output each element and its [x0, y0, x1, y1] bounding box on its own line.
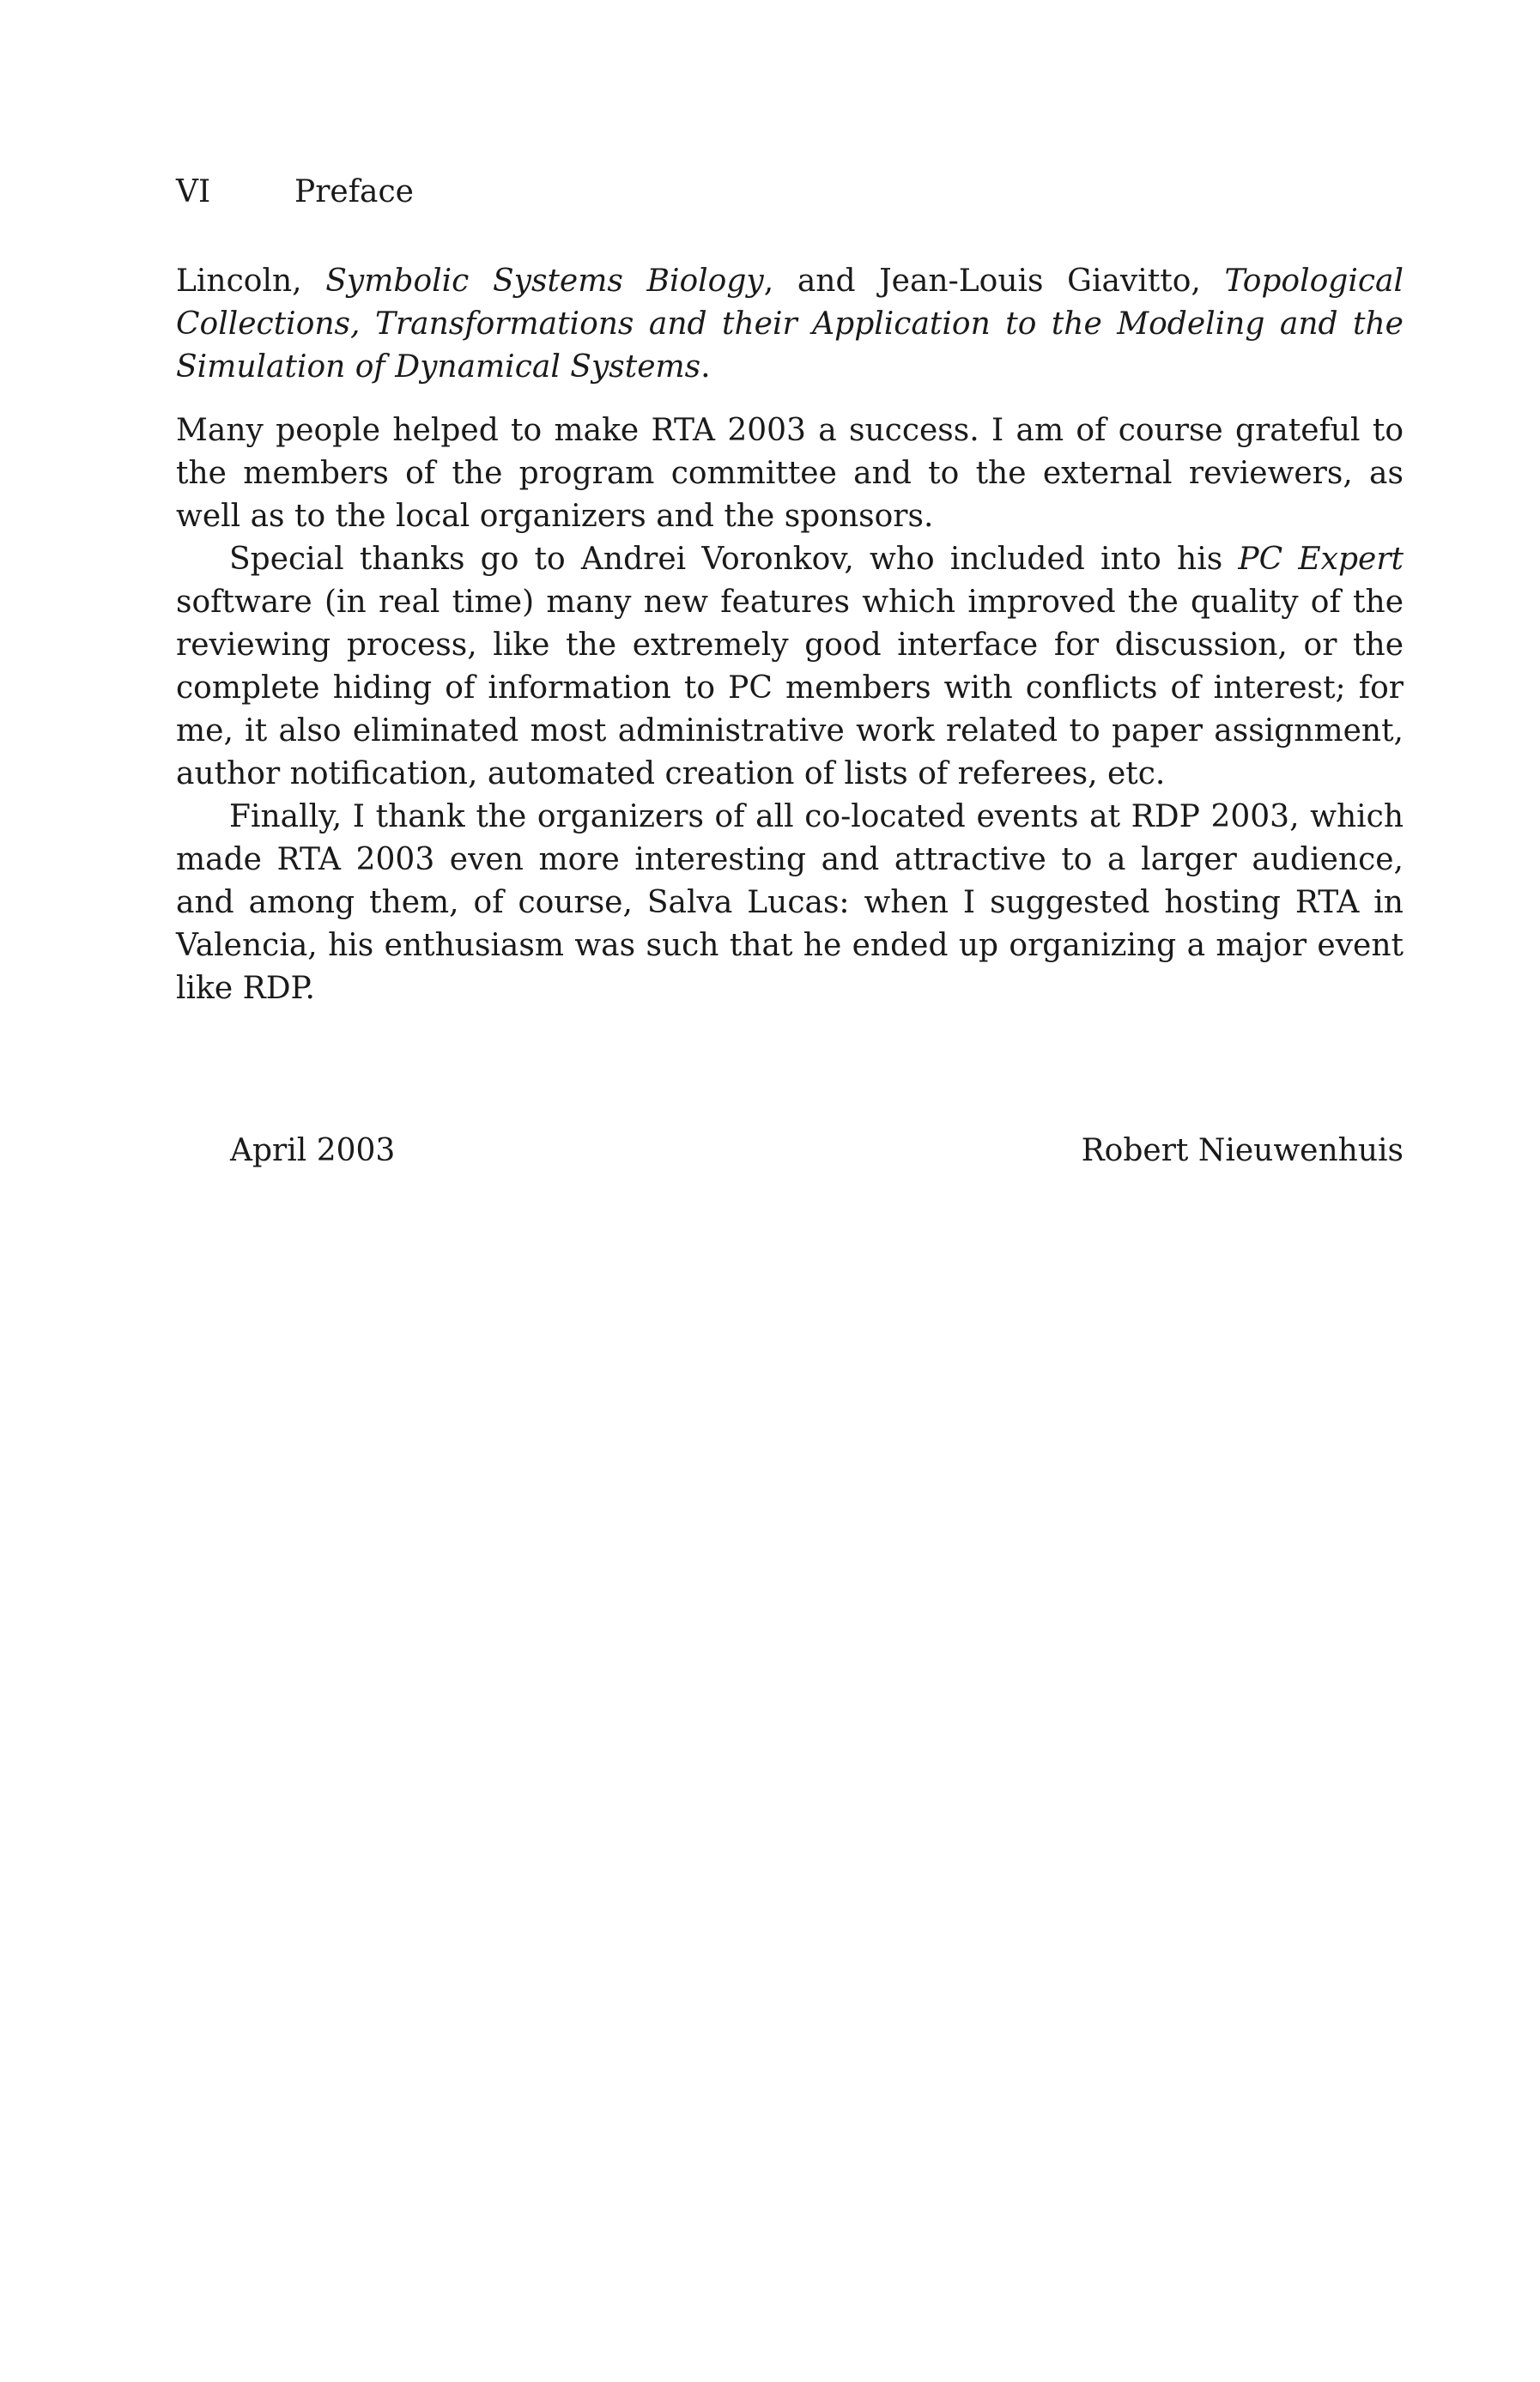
paragraph-final-thanks: Finally, I thank the organizers of all co-located events at RDP 2003, which made RTA 2003 even more interesting and attractive to a larger audience, and among them, of course, Salva Lucas: when I suggested hosting RTA in Valencia, his enthusiasm was such that he ended up organizing a major event like RDP. — [176, 799, 1404, 1006]
signature-date: April 2003 — [230, 1133, 396, 1168]
software-name-pc-expert: PC Expert — [1238, 542, 1404, 577]
running-head — [176, 170, 1404, 215]
talk-title-topological-collections: Topological Collections, Transformations and their Application to the Modeling and the Simulation of Dynamical Systems — [176, 264, 1404, 385]
paragraph-special-thanks — [176, 538, 1404, 796]
talk-title-symbolic-systems-biology: Symbolic Systems Biology — [325, 264, 764, 299]
signature-line — [230, 1129, 1404, 1173]
preface-body — [176, 260, 1404, 1010]
text-run: . — [700, 349, 711, 385]
page-number: VI — [176, 174, 211, 209]
text-run: software (in real time) many new features which improved the quality of the reviewing process, like the extremely good interface for discussion, or the complete hiding of information to PC members with conflicts of interest; for me, it also eliminated most administrative work related to paper assignment, author notification, automated creation of lists of referees, etc. — [176, 585, 1404, 791]
text-run: Lincoln, — [176, 264, 326, 299]
signature-author: Robert Nieuwenhuis — [1081, 1133, 1404, 1168]
section-title: Preface — [294, 174, 414, 209]
paragraph-acknowledgements: Many people helped to make RTA 2003 a success. I am of course grateful to the members of the program committee and to the external reviewers, as well as to the local organizers and the sponsors. — [176, 413, 1404, 534]
text-run: , and Jean-Louis Giavitto, — [763, 264, 1225, 299]
paragraph-invited-talks-continued — [176, 260, 1404, 389]
text-run: Special thanks go to Andrei Voronkov, who included into his — [229, 542, 1239, 577]
